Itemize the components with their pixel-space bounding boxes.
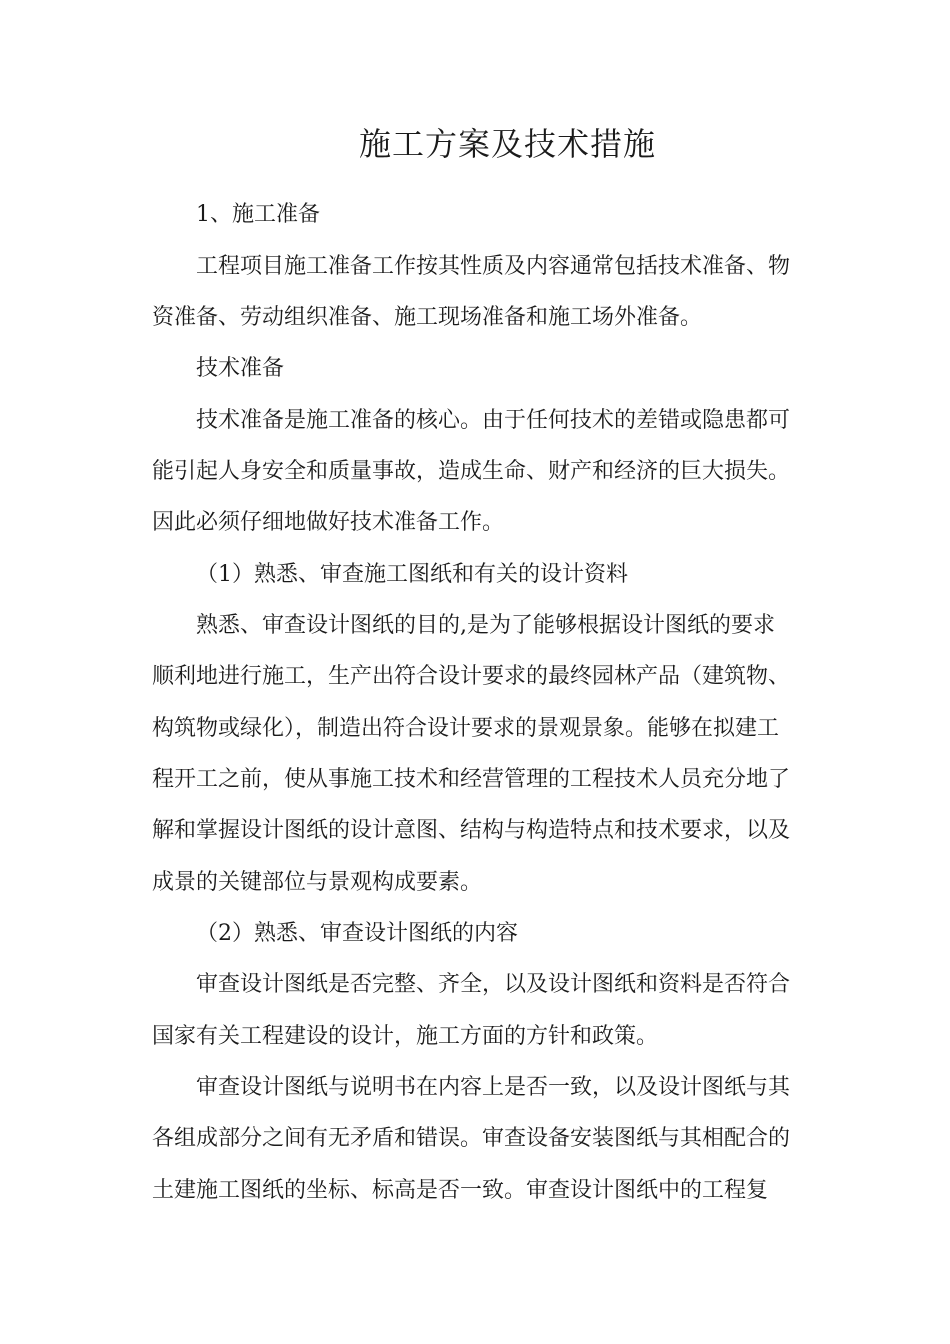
paragraph-line: 程开工之前，使从事施工技术和经营管理的工程技术人员充分地了 [152,767,791,792]
document-title: 施工方案及技术措施 [358,125,656,163]
paragraph-line: 技术准备是施工准备的核心。由于任何技术的差错或隐患都可 [196,408,791,433]
paragraph-line: 解和掌握设计图纸的设计意图、结构与构造特点和技术要求，以及 [152,818,791,843]
item-heading: （1）熟悉、审查施工图纸和有关的设计资料 [196,562,628,587]
item-heading: （2）熟悉、审查设计图纸的内容 [196,921,518,946]
paragraph-line: 能引起人身安全和质量事故，造成生命、财产和经济的巨大损失。 [152,459,791,484]
paragraph-line: 国家有关工程建设的设计，施工方面的方针和政策。 [152,1024,659,1049]
subsection-heading: 技术准备 [196,356,285,381]
paragraph-line: 顺利地进行施工，生产出符合设计要求的最终园林产品（建筑物、 [152,664,791,689]
paragraph-line: 土建施工图纸的坐标、标高是否一致。审查设计图纸中的工程复 [152,1178,769,1203]
paragraph-line: 工程项目施工准备工作按其性质及内容通常包括技术准备、物 [196,254,791,279]
paragraph-line: 成景的关键部位与景观构成要素。 [152,870,483,895]
paragraph-line: 因此必须仔细地做好技术准备工作。 [152,510,505,535]
paragraph-line: 审查设计图纸与说明书在内容上是否一致，以及设计图纸与其 [196,1075,791,1100]
paragraph-line: 熟悉、审查设计图纸的目的,是为了能够根据设计图纸的要求 [196,613,775,638]
paragraph-line: 资准备、劳动组织准备、施工现场准备和施工场外准备。 [152,305,703,330]
paragraph-line: 各组成部分之间有无矛盾和错误。审查设备安装图纸与其相配合的 [152,1126,791,1151]
section-heading: 1、施工准备 [196,202,320,227]
paragraph-line: 审查设计图纸是否完整、齐全，以及设计图纸和资料是否符合 [196,972,791,997]
paragraph-line: 构筑物或绿化），制造出符合设计要求的景观景象。能够在拟建工 [152,716,780,741]
